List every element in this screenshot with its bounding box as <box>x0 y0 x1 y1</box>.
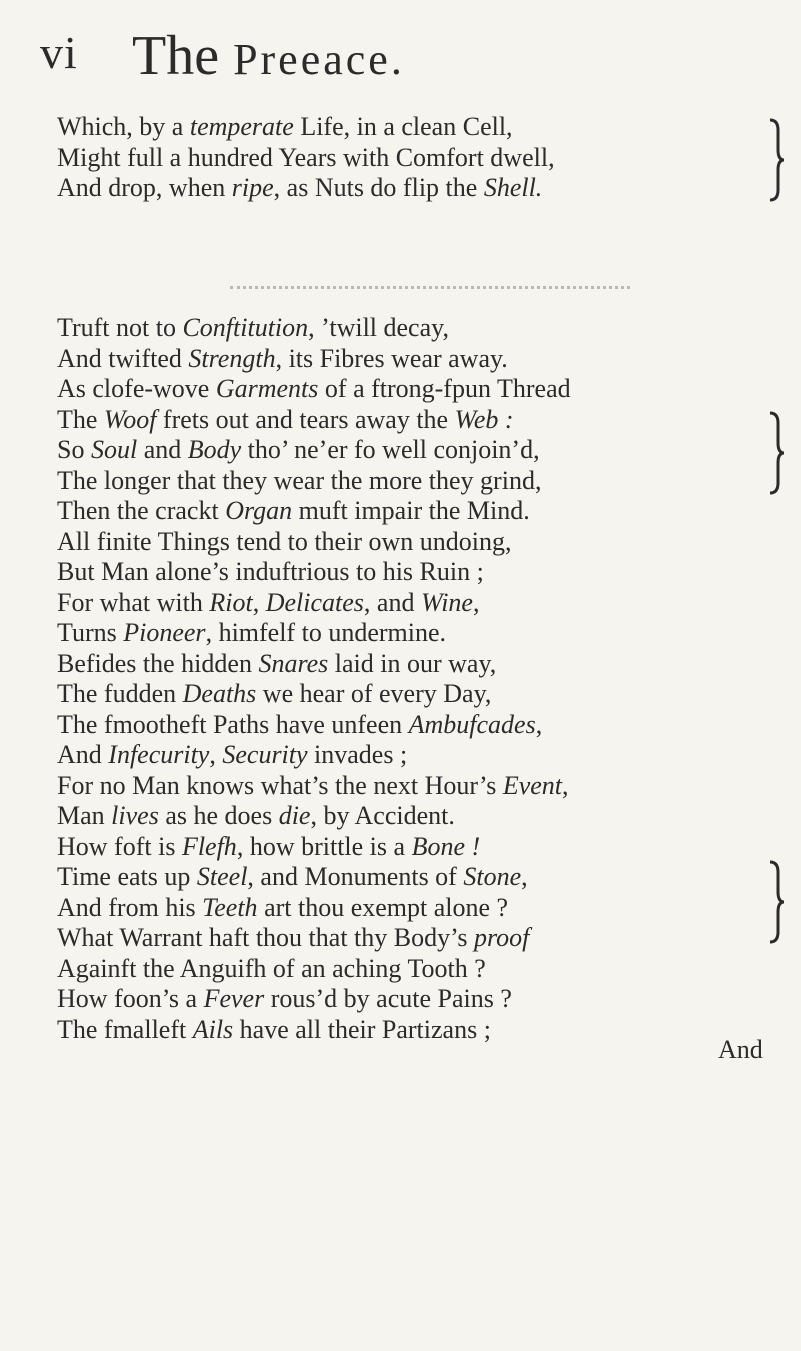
verse-line <box>57 709 542 741</box>
verse-italic-word: Teeth <box>202 892 258 922</box>
verse-italic-word: Infecurity <box>108 740 210 769</box>
verse-text: Time eats up <box>57 862 197 891</box>
triplet-brace-3 <box>766 858 788 946</box>
verse-text: The longer that they wear the more they grind, <box>57 465 542 495</box>
verse-text: and <box>137 435 188 464</box>
verse-line <box>57 373 571 405</box>
verse-italic-word: Snares <box>258 648 329 678</box>
verse-text: , as Nuts do flip the <box>273 173 484 202</box>
verse-text: Truft not to <box>57 313 183 342</box>
verse-text: Againft the Anguifh of an aching Tooth ? <box>57 953 486 983</box>
verse-text: The fudden <box>57 679 183 708</box>
verse-italic-word: Shell. <box>483 173 543 202</box>
verse-italic-word: Strength <box>188 343 276 373</box>
verse-line <box>57 556 484 588</box>
verse-italic-word: Deaths <box>182 679 257 708</box>
verse-text: , <box>252 587 266 617</box>
verse-italic-word: Event <box>502 770 563 800</box>
verse-line <box>57 648 496 680</box>
verse-text: , and <box>363 587 421 617</box>
verse-italic-word: die <box>278 801 311 830</box>
triplet-brace-1 <box>766 116 788 204</box>
verse-text: , <box>209 740 223 769</box>
verse-text: Life, in a clean Cell, <box>293 112 513 141</box>
verse-text: frets out and tears away the <box>156 404 455 434</box>
catchword: And <box>718 1035 763 1064</box>
verse-italic-word: Security <box>222 740 308 769</box>
verse-text: Might full a hundred Years with Comfort dwell, <box>57 142 555 172</box>
verse-italic-word: Riot <box>209 587 253 617</box>
verse-text: How foon’s a <box>57 984 204 1013</box>
verse-text: Befides the hidden <box>57 648 259 678</box>
verse-text: What Warrant haft thou that thy Body’s <box>57 923 474 952</box>
verse-italic-word: Garments <box>215 374 319 403</box>
verse-line <box>57 678 491 710</box>
verse-text: And drop, when <box>57 173 232 202</box>
verse-italic-word: lives <box>111 801 159 830</box>
verse-line <box>57 495 530 527</box>
verse-text: invades ; <box>307 740 408 769</box>
running-title <box>132 24 405 88</box>
verse-line <box>57 831 480 863</box>
verse-italic-word: Ambufcades <box>408 709 536 739</box>
triplet-brace-2 <box>766 409 788 497</box>
verse-text: muft impair the Mind. <box>292 496 530 525</box>
verse-text: , <box>472 587 480 617</box>
verse-text: we hear of every Day, <box>256 679 492 708</box>
verse-line <box>57 800 455 832</box>
section-divider <box>230 286 630 289</box>
verse-line <box>57 142 555 174</box>
verse-text: , how brittle is a <box>236 831 412 861</box>
verse-text: laid in our way, <box>328 648 497 678</box>
verse-line <box>57 770 569 802</box>
verse-line <box>57 465 541 497</box>
verse-italic-word: Conftitution <box>182 313 309 342</box>
verse-line <box>57 892 508 924</box>
verse-line <box>57 587 479 619</box>
verse-italic-word: Steel <box>196 862 248 891</box>
verse-italic-word: Soul <box>90 435 138 464</box>
page-header <box>40 14 740 94</box>
verse-italic-word: Woof <box>103 404 157 434</box>
verse-italic-word: Body <box>187 435 242 464</box>
verse-text: , its Fibres wear away. <box>275 343 508 373</box>
verse-italic-word: Delicates <box>265 587 364 617</box>
verse-italic-word: Stone <box>463 862 522 891</box>
verse-text: of a ftrong-fpun Thread <box>318 374 571 403</box>
verse-text: , ’twill decay, <box>308 313 449 342</box>
verse-line <box>57 1014 491 1046</box>
verse-text: have all their Partizans ; <box>233 1014 491 1044</box>
verse-line <box>57 526 511 558</box>
verse-italic-word: Organ <box>225 496 293 525</box>
verse-text: So <box>57 435 91 464</box>
running-title-prefix: The <box>132 25 220 87</box>
verse-italic-word: Fever <box>203 984 265 1013</box>
verse-text: Then the crackt <box>57 496 226 525</box>
verse-line <box>57 343 508 375</box>
verse-italic-word: Web : <box>454 404 514 434</box>
verse-text: The fmootheft Paths have unfeen <box>57 709 409 739</box>
verse-line <box>57 861 528 893</box>
verse-line <box>57 739 407 771</box>
verse-text: , <box>535 709 543 739</box>
running-title-caps: Preeace. <box>233 35 405 84</box>
verse-text: , and Monuments of <box>247 862 464 891</box>
verse-italic-word: temperate <box>189 112 294 141</box>
verse-text: But Man alone’s induftrious to his Ruin ; <box>57 557 484 586</box>
page-number: vi <box>40 27 78 78</box>
verse-italic-word: proof <box>473 923 530 952</box>
verse-text: The fmalleft <box>57 1014 193 1044</box>
verse-text: Which, by a <box>57 112 190 141</box>
verse-italic-word: Flefh <box>181 831 237 861</box>
verse-text: All finite Things tend to their own undoing, <box>57 526 512 556</box>
verse-text: And twifted <box>57 343 189 373</box>
verse-text: , <box>562 770 569 800</box>
verse-text: The <box>57 404 104 434</box>
verse-text: And <box>57 740 109 769</box>
verse-line <box>57 434 540 466</box>
verse-text: tho’ ne’er fo well conjoin’d, <box>241 435 540 464</box>
verse-line <box>57 922 529 954</box>
verse-text: Man <box>57 801 112 830</box>
verse-text: How foft is <box>57 831 182 861</box>
verse-italic-word: Pioneer <box>123 618 206 647</box>
verse-text: , himfelf to undermine. <box>205 618 446 647</box>
verse-text: as he does <box>158 801 279 830</box>
verse-italic-word: Bone ! <box>411 831 481 861</box>
verse-italic-word: Wine <box>420 587 473 617</box>
verse-italic-word: ripe <box>231 173 274 202</box>
verse-line <box>57 172 542 204</box>
verse-text: For no Man knows what’s the next Hour’s <box>57 770 503 800</box>
verse-line <box>57 953 486 985</box>
verse-line <box>57 617 446 649</box>
verse-text: , by Accident. <box>310 801 455 830</box>
verse-text: Turns <box>57 618 124 647</box>
verse-text: , <box>521 862 528 891</box>
verse-line <box>57 404 514 436</box>
verse-text: art thou exempt alone ? <box>257 892 509 922</box>
verse-text: rous’d by acute Pains ? <box>264 984 512 1013</box>
verse-line <box>57 312 449 344</box>
verse-italic-word: Ails <box>192 1014 234 1044</box>
verse-text: And from his <box>57 892 203 922</box>
verse-line <box>57 983 512 1015</box>
verse-line <box>57 111 513 143</box>
verse-text: For what with <box>57 587 210 617</box>
verse-text: As clofe-wove <box>57 374 216 403</box>
